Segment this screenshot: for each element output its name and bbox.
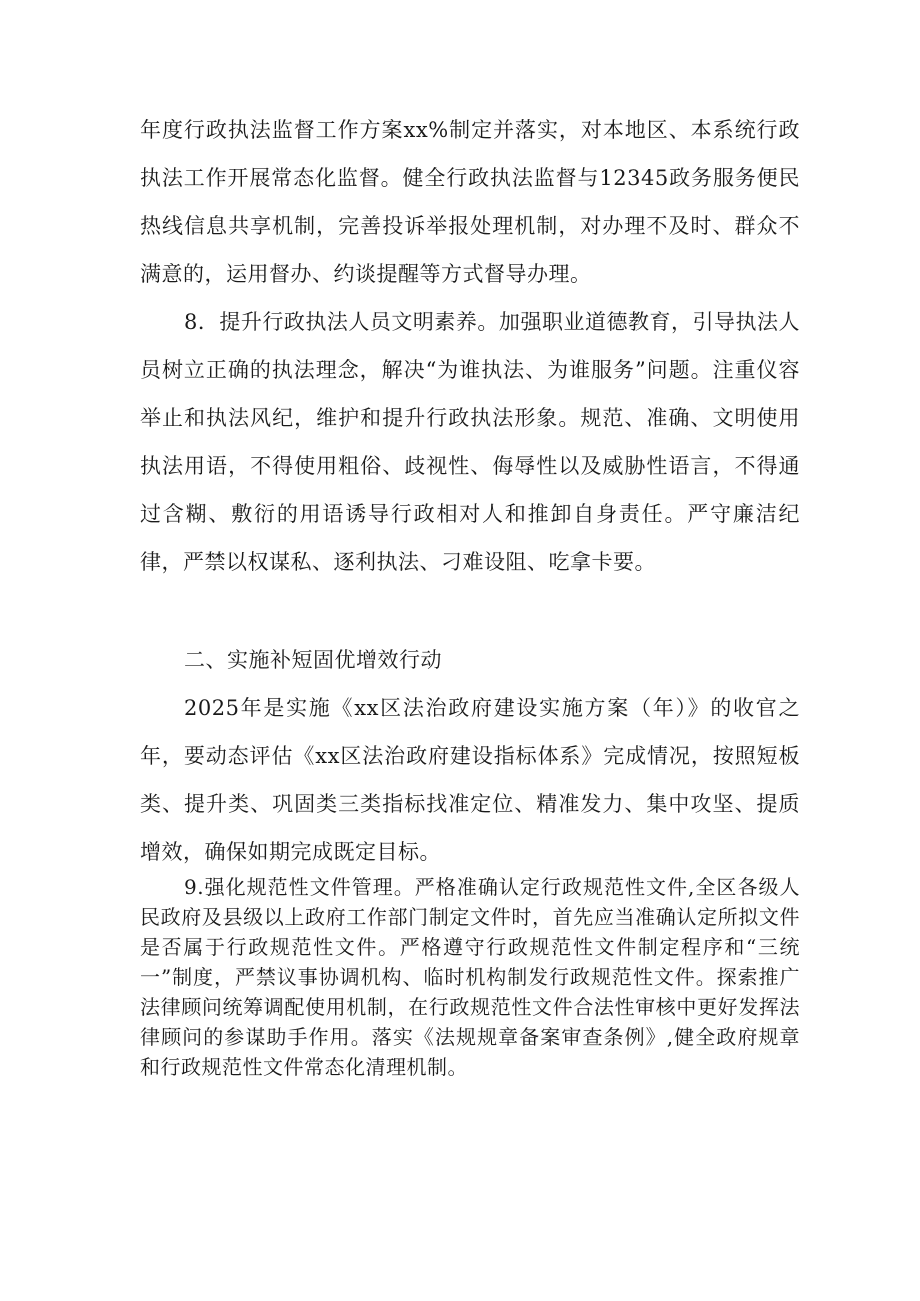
paragraph-item-9-normative-docs: 9.强化规范性文件管理。严格准确认定行政规范性文件,全区各级人民政府及县级以上政府工作部门制定文件时，首先应当准确认定所拟文件是否属于行政规范性文件。严格遵守行政规范性文件制定程序和“三统一”制度，严禁议事协调机构、临时机构制发行政规范性文件。探索推广法律顾问统筹调配使用机制，在行政规范性文件合法性审核中更好发挥法律顾问的参谋助手作用。落实《法规规章备案审查条例》,健全政府规章和行政规范性文件常态化清理机制。 xyxy=(140,875,800,1079)
paragraph-item-8-civility: 8．提升行政执法人员文明素养。加强职业道德教育，引导执法人员树立正确的执法理念，解决“为谁执法、为谁服务”问题。注重仪容举止和执法风纪，维护和提升行政执法形象。规范、准确、文明使用执法用语，不得使用粗俗、歧视性、侮辱性以及威胁性语言，不得通过含糊、敷衍的用语诱导行政相对人和推卸自身责任。严守廉洁纪律，严禁以权谋私、逐利执法、刁难设阻、吃拿卡要。 xyxy=(140,310,800,574)
section-heading-2: 二、实施补短固优增效行动 xyxy=(184,648,442,672)
paragraph-supervision-plan: 年度行政执法监督工作方案xx%制定并落实，对本地区、本系统行政执法工作开展常态化监督。健全行政执法监督与12345政务服务便民热线信息共享机制，完善投诉举报处理机制，对办理不及时、群众不满意的，运用督办、约谈提醒等方式督导办理。 xyxy=(140,118,800,286)
paragraph-2025-plan: 2025年是实施《xx区法治政府建设实施方案（年）》的收官之年，要动态评估《xx区法治政府建设指标体系》完成情况，按照短板类、提升类、巩固类三类指标找准定位、精准发力、集中攻坚、提质增效，确保如期完成既定目标。 xyxy=(140,696,800,864)
